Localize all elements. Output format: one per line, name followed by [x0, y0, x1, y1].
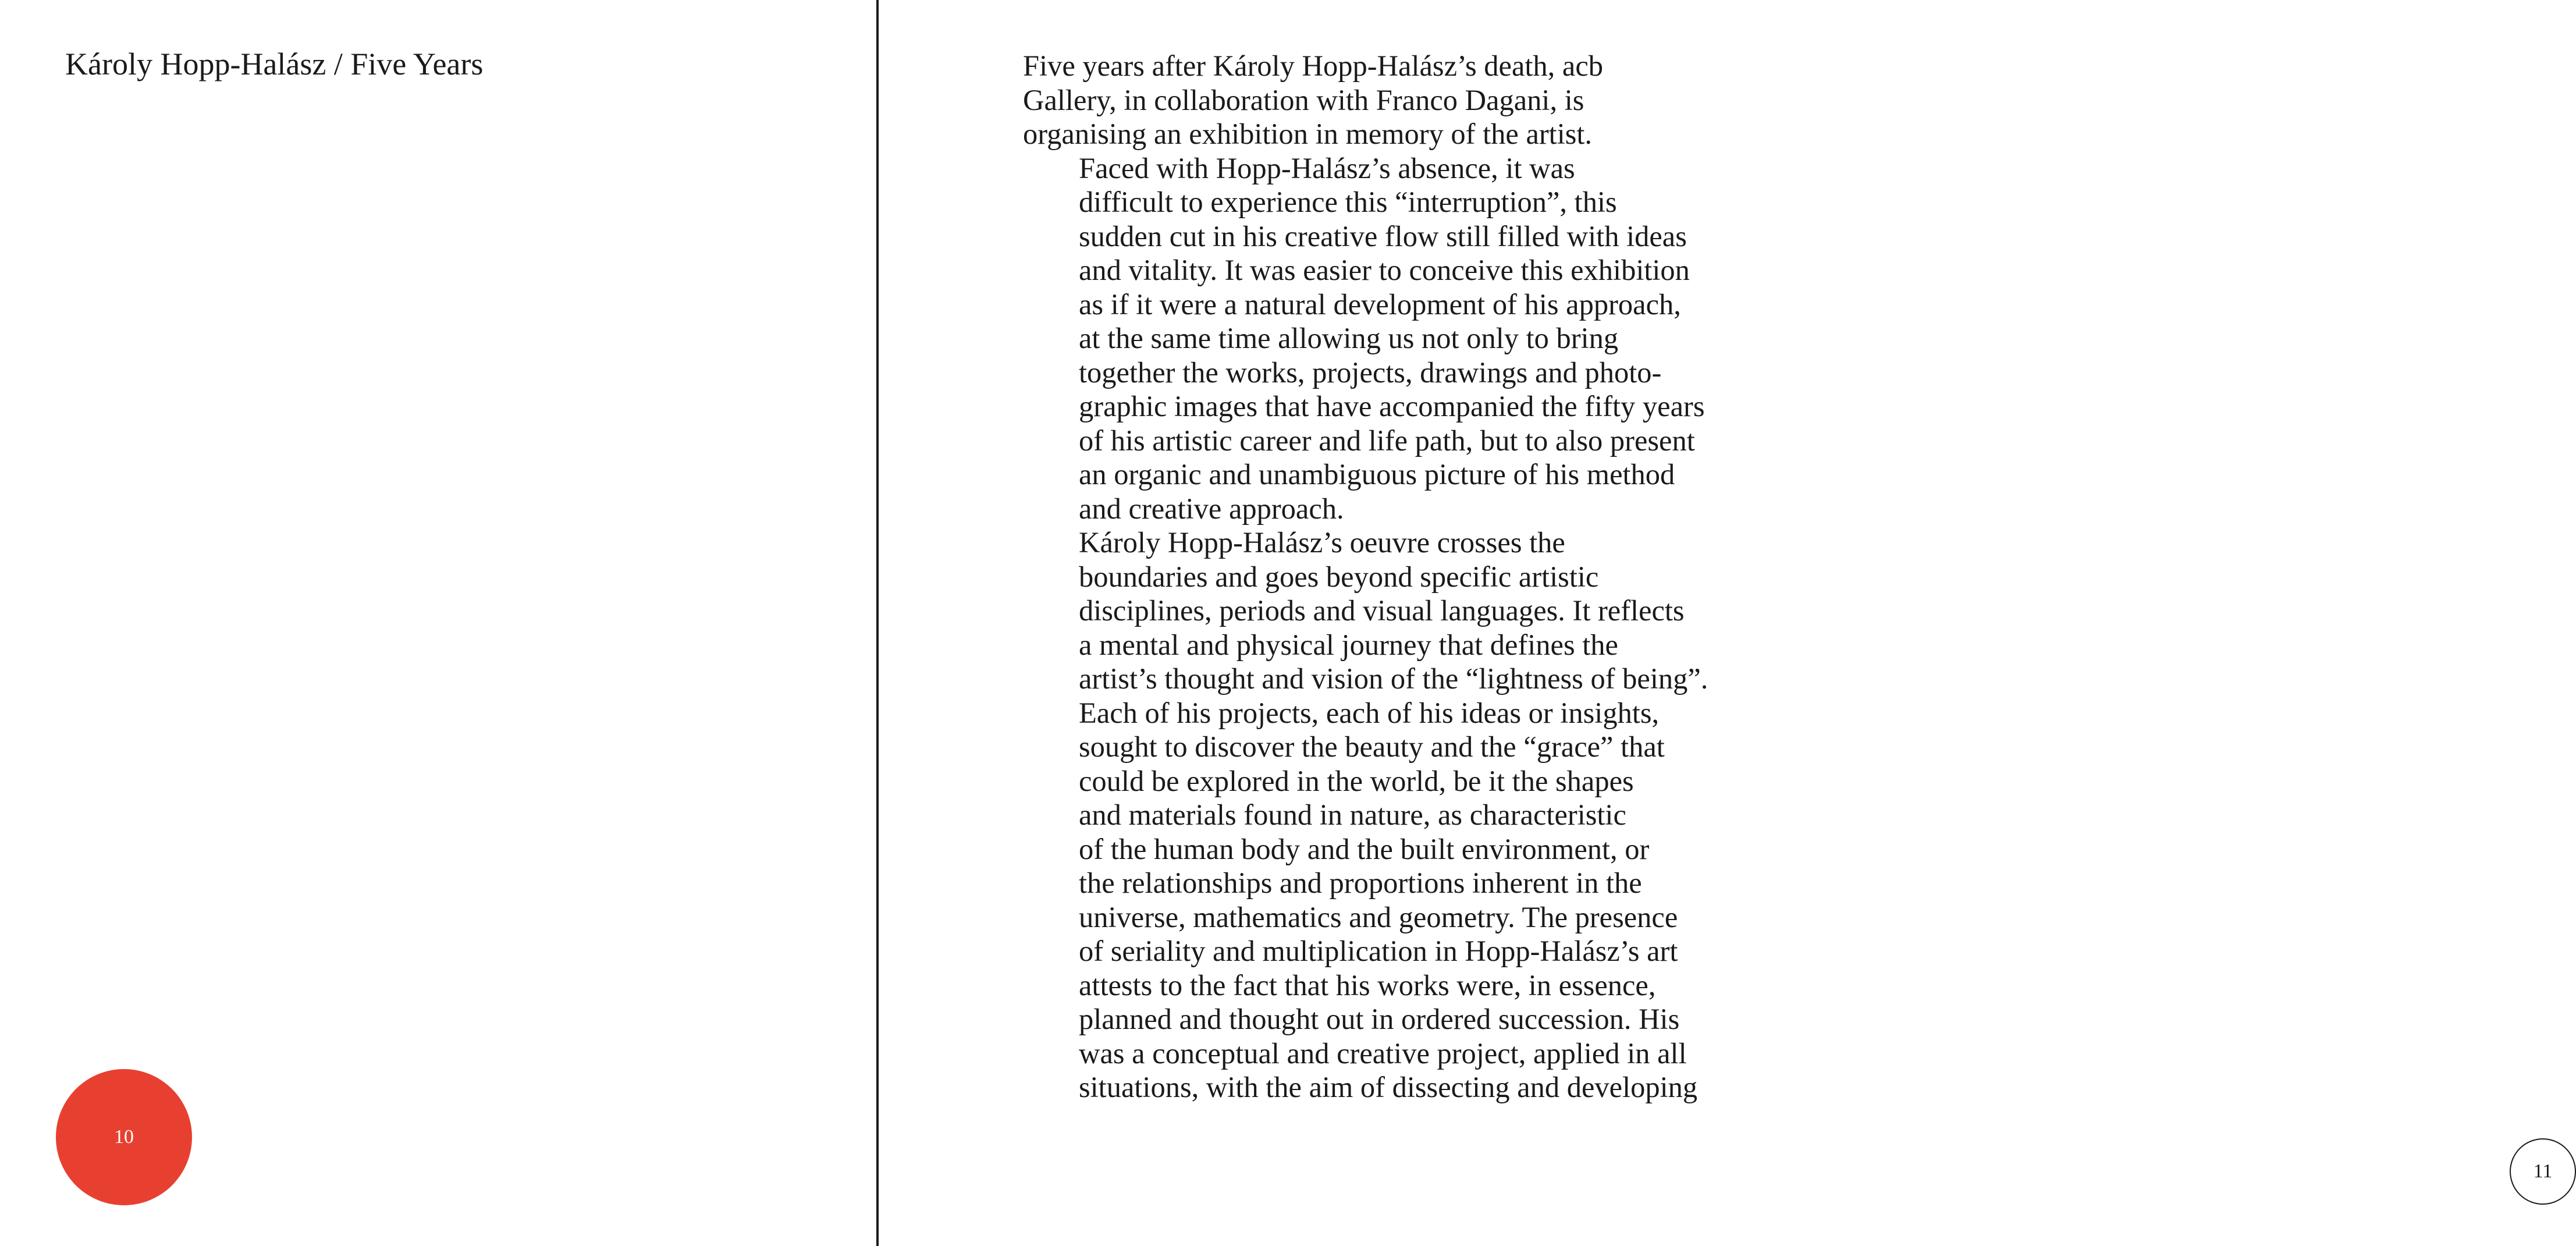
text-line: difficult to experience this “interruption”, this — [1079, 186, 1617, 218]
text-line: boundaries and goes beyond specific artistic — [1079, 560, 1599, 593]
text-line: was a conceptual and creative project, applied in all — [1079, 1036, 1687, 1070]
text-line: artist’s thought and vision of the “lightness of being”. — [1079, 662, 1708, 695]
text-line: of his artistic career and life path, but to also present — [1079, 424, 1695, 457]
text-line: universe, mathematics and geometry. The presence — [1079, 900, 1678, 933]
text-line: sought to discover the beauty and the “grace” that — [1079, 730, 1665, 763]
text-line: Each of his projects, each of his ideas or insights, — [1079, 696, 1660, 729]
text-line: an organic and unambiguous picture of his method — [1079, 458, 1675, 491]
text-line: a mental and physical journey that defines the — [1079, 628, 1618, 661]
text-line: sudden cut in his creative flow still filled with ideas — [1079, 219, 1687, 253]
gutter-divider — [876, 0, 879, 1246]
text-line: of seriality and multiplication in Hopp-Halász’s art — [1079, 935, 1678, 967]
text-line: graphic images that have accompanied the fifty years — [1079, 390, 1705, 423]
text-line: could be explored in the world, be it the shapes — [1079, 764, 1634, 797]
text-line: and creative approach. — [1079, 492, 1344, 525]
text-line: Gallery, in collaboration with Franco Dagani, is — [1023, 83, 1584, 116]
text-line: and materials found in nature, as characteristic — [1079, 798, 1626, 831]
running-head: Károly Hopp-Halász / Five Years — [65, 47, 484, 81]
left-page — [0, 0, 877, 1246]
text-line: at the same time allowing us not only to bring — [1079, 322, 1619, 354]
page-number-left: 10 — [56, 1069, 192, 1205]
text-line: Faced with Hopp-Halász’s absence, it was — [1079, 151, 1575, 184]
text-line: attests to the fact that his works were, in essence, — [1079, 968, 1656, 1002]
text-line: together the works, projects, drawings and photo- — [1079, 356, 1662, 389]
text-line: planned and thought out in ordered succession. His — [1079, 1003, 1680, 1035]
text-line: disciplines, periods and visual languages. It reflects — [1079, 594, 1685, 627]
paragraph-3 — [1023, 526, 1708, 1105]
text-line: situations, with the aim of dissecting and developing — [1079, 1071, 1698, 1103]
body-text — [1023, 49, 1708, 1105]
text-line: of the human body and the built environment, or — [1079, 832, 1650, 865]
text-line: as if it were a natural development of his approach, — [1079, 287, 1681, 321]
text-line: Five years after Károly Hopp-Halász’s death, acb — [1023, 49, 1603, 82]
text-line: Károly Hopp-Halász’s oeuvre crosses the — [1079, 526, 1565, 559]
text-line: organising an exhibition in memory of the artist. — [1023, 118, 1593, 150]
page-number-right: 11 — [2510, 1138, 2576, 1205]
paragraph-2 — [1023, 151, 1704, 526]
text-line: the relationships and proportions inherent in the — [1079, 867, 1642, 899]
text-line: and vitality. It was easier to conceive this exhibition — [1079, 254, 1690, 286]
paragraph-1 — [1023, 49, 1704, 151]
